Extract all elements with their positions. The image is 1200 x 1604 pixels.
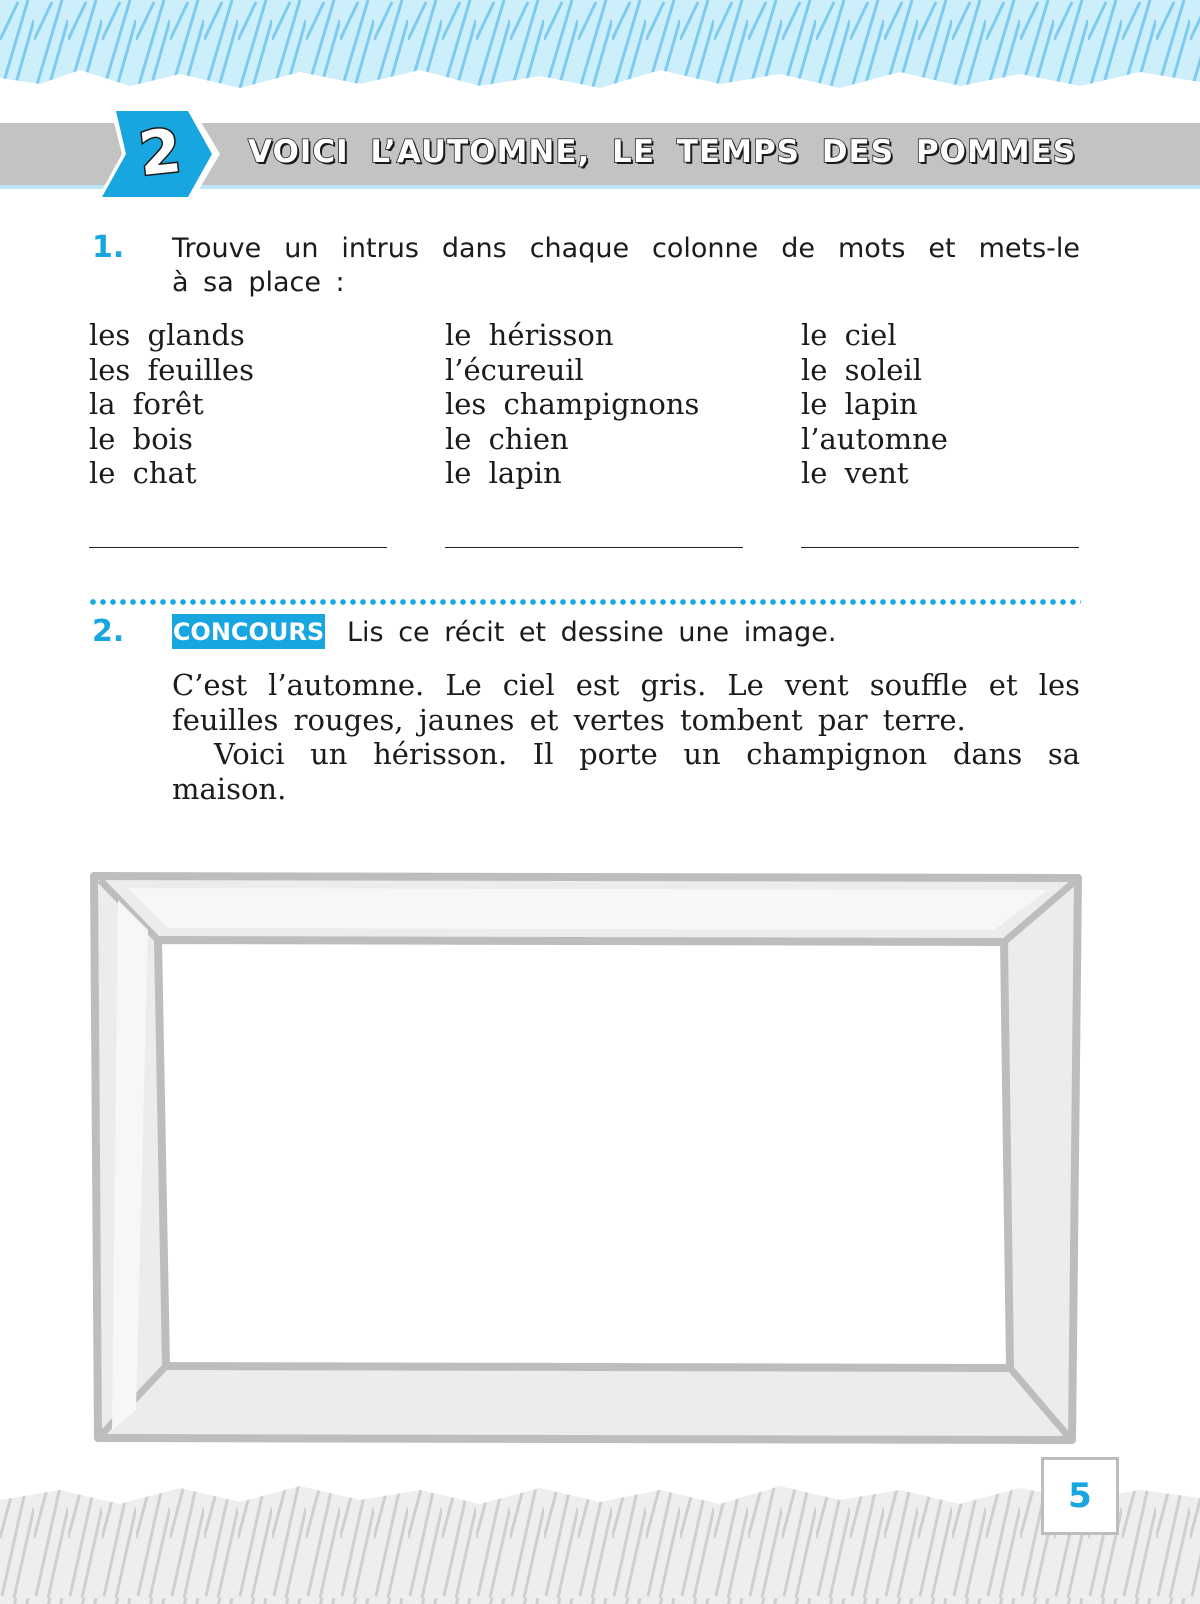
- word-item: le soleil: [801, 352, 922, 387]
- story-paragraph-1: C’est l’automne. Le ciel est gris. Le vent souffle et les feuilles rouges, jaunes et vertes tombent par terre.: [172, 668, 1080, 737]
- answer-line-3[interactable]: [801, 547, 1079, 548]
- word-item: les glands: [89, 318, 245, 352]
- word-item: l’écureuil: [445, 352, 584, 387]
- word-item: le vent: [801, 456, 909, 490]
- word-item: les champignons: [445, 387, 700, 421]
- word-item: l’automne: [801, 421, 948, 456]
- word-column-3: [801, 318, 948, 491]
- word-item: le bois: [89, 421, 193, 456]
- word-item: le lapin: [445, 456, 562, 490]
- exercise-1-instruction-line1: Trouve un intrus dans chaque colonne de mots et mets-le: [172, 233, 1080, 264]
- word-item: le hérisson: [445, 318, 614, 352]
- story-text: [172, 668, 1080, 806]
- word-item: le ciel: [801, 318, 897, 352]
- word-item: le lapin: [801, 387, 918, 421]
- answer-line-1[interactable]: [89, 547, 387, 548]
- word-item: le chat: [89, 456, 197, 490]
- top-decorative-band: [0, 0, 1200, 100]
- concours-badge: CONCOURS: [172, 614, 325, 649]
- word-column-1: [89, 318, 254, 491]
- exercise-2-number: 2.: [92, 614, 125, 649]
- section-number: 2: [135, 116, 185, 190]
- drawing-frame[interactable]: [88, 870, 1084, 1446]
- section-title: VOICI L’AUTOMNE, LE TEMPS DES POMMES: [248, 134, 1077, 170]
- dotted-separator: [88, 599, 1081, 605]
- story-paragraph-2: Voici un hérisson. Il porte un champignon dans sa maison.: [172, 737, 1080, 806]
- bottom-decorative-band: [0, 1478, 1200, 1604]
- exercise-1-instruction-line2: à sa place :: [172, 267, 345, 298]
- word-item: le chien: [445, 421, 569, 456]
- word-item: les feuilles: [89, 352, 254, 387]
- exercise-1-number: 1.: [92, 230, 125, 265]
- word-item: la forêt: [89, 387, 204, 421]
- word-column-2: [445, 318, 699, 491]
- page-number: 5: [1068, 1476, 1092, 1516]
- page-number-box: [1041, 1457, 1119, 1535]
- answer-line-2[interactable]: [445, 547, 743, 548]
- exercise-2-instruction: Lis ce récit et dessine une image.: [347, 617, 837, 648]
